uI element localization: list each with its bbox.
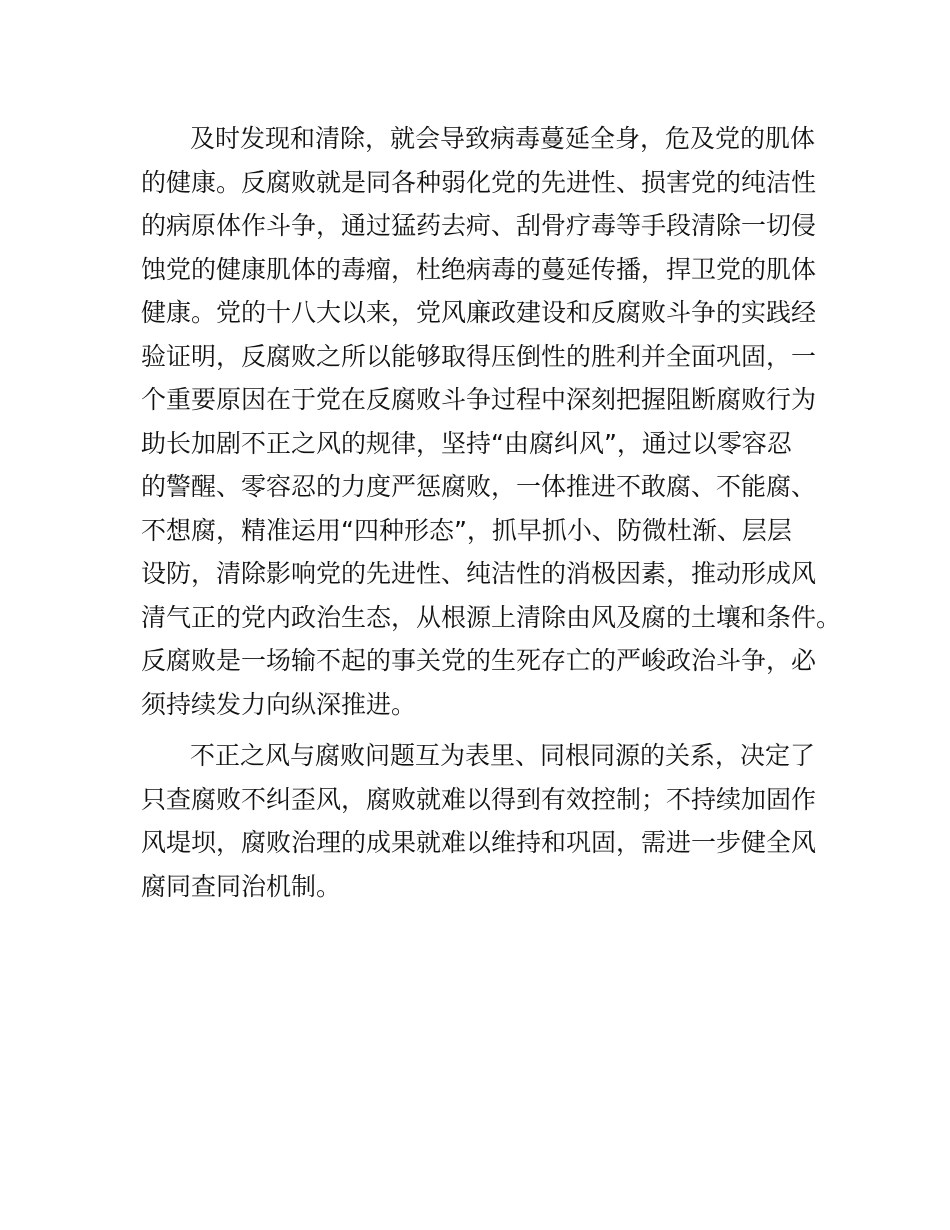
paragraph-line: 风堤坝，腐败治理的成果就难以维持和巩固，需进一步健全风 — [141, 828, 817, 857]
paragraph-line: 助长加剧不正之风的规律，坚持“由腐纠风”，通过以零容忍 — [141, 428, 792, 458]
paragraph-line: 的健康。反腐败就是同各种弱化党的先进性、损害党的纯洁性 — [141, 167, 817, 197]
paragraph-line: 清气正的党内政治生态，从根源上清除由风及腐的土壤和条件。 — [141, 602, 842, 632]
paragraph-line: 的病原体作斗争，通过猛药去疴、刮骨疗毒等手段清除一切侵 — [141, 211, 817, 240]
paragraph-line: 反腐败是一场输不起的事关党的生死存亡的严峻政治斗争，必 — [141, 646, 817, 675]
paragraph-line: 须持续发力向纵深推进。 — [141, 689, 417, 719]
paragraph-line: 设防，清除影响党的先进性、纯洁性的消极因素，推动形成风 — [141, 559, 817, 588]
paragraph-line: 的警醒、零容忍的力度严惩腐败，一体推进不敢腐、不能腐、 — [141, 472, 817, 501]
paragraph-1 — [141, 117, 842, 726]
paragraph-line: 腐同查同治机制。 — [141, 871, 342, 901]
paragraph-line: 个重要原因在于党在反腐败斗争过程中深刻把握阻断腐败行为 — [141, 385, 817, 414]
paragraph-line: 验证明，反腐败之所以能够取得压倒性的胜利并全面巩固，一 — [141, 341, 817, 371]
paragraph-2 — [141, 734, 831, 908]
paragraph-line: 蚀党的健康肌体的毒瘤，杜绝病毒的蔓延传播，捍卫党的肌体 — [141, 254, 817, 284]
paragraph-line: 健康。党的十八大以来，党风廉政建设和反腐败斗争的实践经 — [141, 298, 817, 327]
paragraph-line: 只查腐败不纠歪风，腐败就难以得到有效控制；不持续加固作 — [141, 784, 817, 814]
paragraph-line: 不正之风与腐败问题互为表里、同根同源的关系，决定了 — [190, 741, 816, 770]
paragraph-line: 及时发现和清除，就会导致病毒蔓延全身，危及党的肌体 — [190, 124, 816, 153]
paragraph-line: 不想腐，精准运用“四种形态”，抓早抓小、防微杜渐、层层 — [141, 515, 792, 545]
